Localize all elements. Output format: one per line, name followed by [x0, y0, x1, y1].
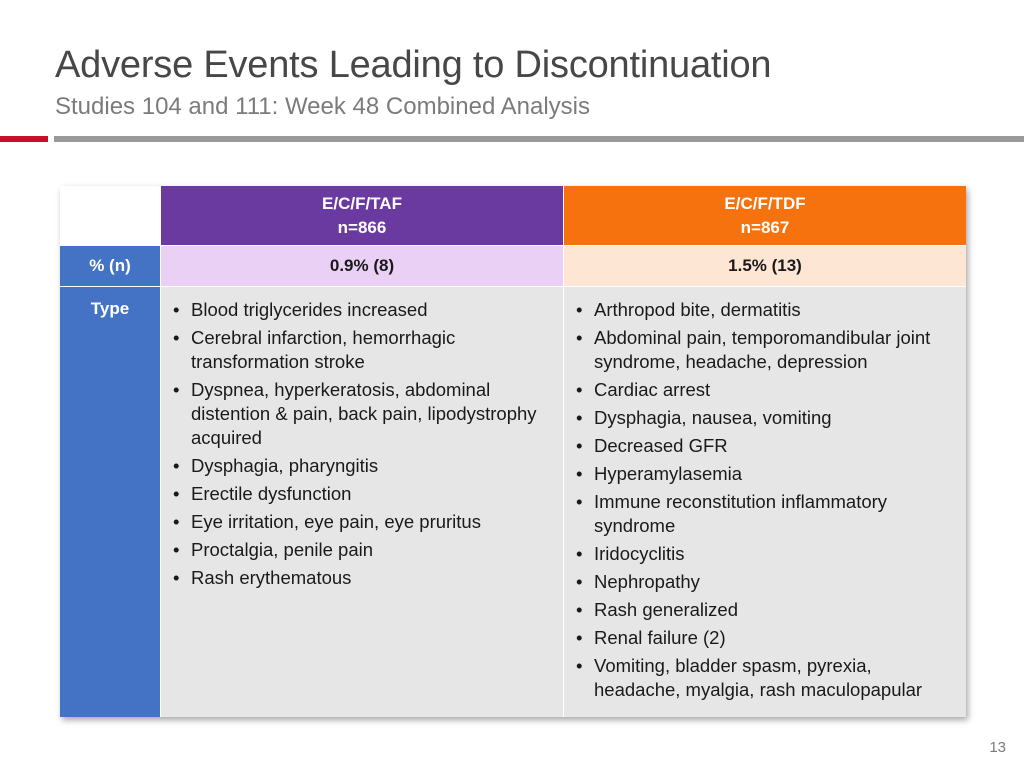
list-item: • Iridocyclitis	[564, 542, 966, 566]
row-label-pct: % (n)	[60, 246, 160, 286]
pct-cell-tdf: 1.5% (13)	[564, 246, 966, 286]
list-item: • Hyperamylasemia	[564, 462, 966, 486]
list-item: • Cerebral infarction, hemorrhagic transformation stroke	[161, 326, 563, 374]
column-header-taf-n: n=866	[337, 217, 387, 237]
column-header-tdf-n: n=867	[740, 217, 790, 237]
slide-title: Adverse Events Leading to Discontinuation	[55, 44, 772, 86]
list-item: • Decreased GFR	[564, 434, 966, 458]
list-item: • Abdominal pain, temporomandibular joint syndrome, headache, depression	[564, 326, 966, 374]
column-header-tdf	[564, 186, 966, 245]
slide-subtitle: Studies 104 and 111: Week 48 Combined Analysis	[55, 93, 591, 120]
row-label-type: Type	[60, 287, 160, 717]
adverse-events-table	[60, 186, 966, 717]
list-item: • Immune reconstitution inflammatory syndrome	[564, 490, 966, 538]
list-item: • Rash erythematous	[161, 566, 563, 590]
accent-rule-gray	[54, 136, 1024, 142]
tdf-type-list	[564, 298, 966, 702]
accent-rule-red	[0, 136, 48, 142]
list-item: • Vomiting, bladder spasm, pyrexia, headache, myalgia, rash maculopapular	[564, 654, 966, 702]
list-item: • Eye irritation, eye pain, eye pruritus	[161, 510, 563, 534]
column-header-taf-name: E/C/F/TAF	[322, 193, 402, 213]
list-item: • Arthropod bite, dermatitis	[564, 298, 966, 322]
list-item: • Nephropathy	[564, 570, 966, 594]
list-item: • Erectile dysfunction	[161, 482, 563, 506]
list-item: • Dysphagia, pharyngitis	[161, 454, 563, 478]
column-header-tdf-name: E/C/F/TDF	[724, 193, 806, 213]
type-cell-taf	[161, 287, 563, 717]
page-number: 13	[989, 739, 1006, 756]
list-item: • Dysphagia, nausea, vomiting	[564, 406, 966, 430]
list-item: • Proctalgia, penile pain	[161, 538, 563, 562]
list-item: • Blood triglycerides increased	[161, 298, 563, 322]
column-header-taf	[161, 186, 563, 245]
taf-type-list	[161, 298, 563, 590]
pct-cell-taf: 0.9% (8)	[161, 246, 563, 286]
list-item: • Dyspnea, hyperkeratosis, abdominal distention & pain, back pain, lipodystrophy acquired	[161, 378, 563, 450]
list-item: • Rash generalized	[564, 598, 966, 622]
list-item: • Cardiac arrest	[564, 378, 966, 402]
list-item: • Renal failure (2)	[564, 626, 966, 650]
table-corner-cell	[60, 186, 160, 245]
type-cell-tdf	[564, 287, 966, 717]
